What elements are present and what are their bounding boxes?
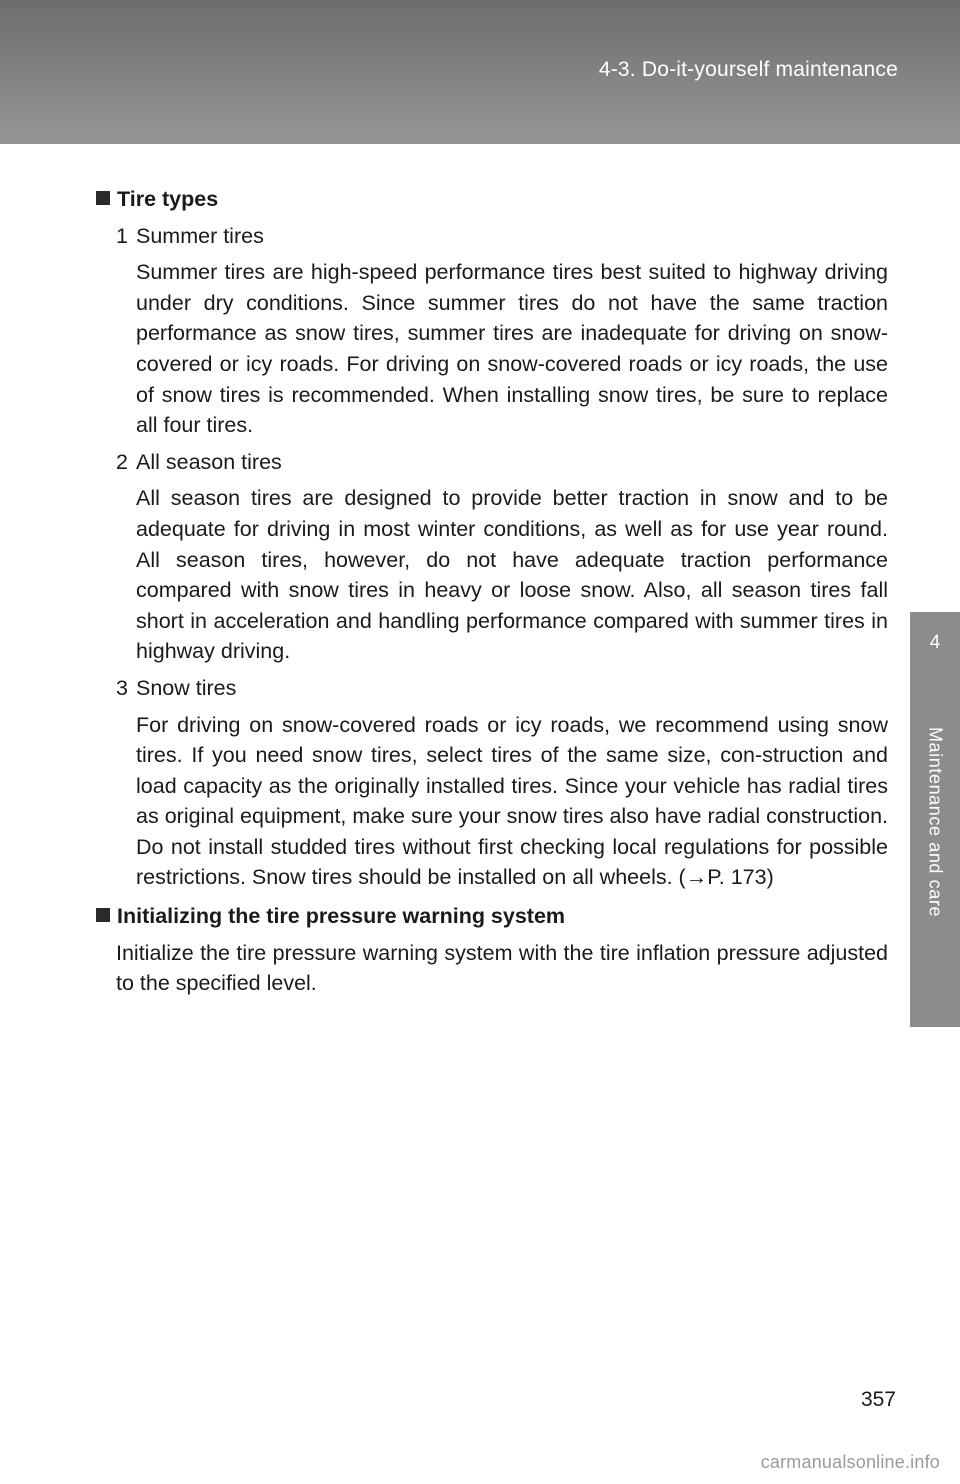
item-snow-tires-title: 3 Snow tires: [116, 675, 237, 700]
heading-tire-types: Tire types: [96, 184, 888, 215]
page-header: [0, 0, 960, 144]
page-number: 357: [860, 1388, 896, 1411]
watermark: carmanualsonline.info: [760, 1452, 940, 1472]
initializing-text: Initialize the tire pressure warning system with the tire inflation pressure adjusted to the specified level.: [116, 940, 888, 996]
chapter-label: Maintenance and care: [925, 726, 946, 918]
section-title: 4-3. Do-it-yourself maintenance: [598, 58, 898, 81]
page-content: [96, 184, 888, 999]
heading-initializing: Initializing the tire pressure warning system: [96, 901, 888, 932]
square-bullet-icon: [96, 908, 110, 922]
item-all-season-tires-title: 2 All season tires: [116, 449, 282, 474]
item-summer-tires-text: Summer tires are high-speed performance tires best suited to highway driving under dry conditions. Since summer tires do not have the same traction performance as snow tires, summer tires are inadequate for driving on snow-covered or icy roads. For driving on snow-covered roads or icy roads, the use of snow tires is recommended. When installing snow tires, be sure to replace all four tires.: [136, 260, 888, 438]
item-snow-tires-text: For driving on snow-covered roads or icy roads, we recommend using snow tires. If you need snow tires, select tires of the same size, con-struction and load capacity as the originally installed tires. Since your vehicle has radial tires as original equipment, make sure your snow tires also have radial construction. Do not install studded tires without first checking local regulations for possible restrictions. Snow tires should be installed on all wheels. (→P. 173): [136, 712, 888, 890]
square-bullet-icon: [96, 191, 110, 205]
item-summer-tires-title: 1 Summer tires: [116, 223, 264, 248]
chapter-number: 4: [929, 632, 941, 653]
chapter-side-tab: [910, 612, 960, 1027]
item-all-season-tires-text: All season tires are designed to provide better traction in snow and to be adequate for driving in most winter conditions, as well as for use year round. All season tires, however, do not have adequate traction performance compared with snow tires in heavy or loose snow. Also, all season tires fall short in acceleration and handling performance compared with summer tires in highway driving.: [136, 486, 888, 664]
